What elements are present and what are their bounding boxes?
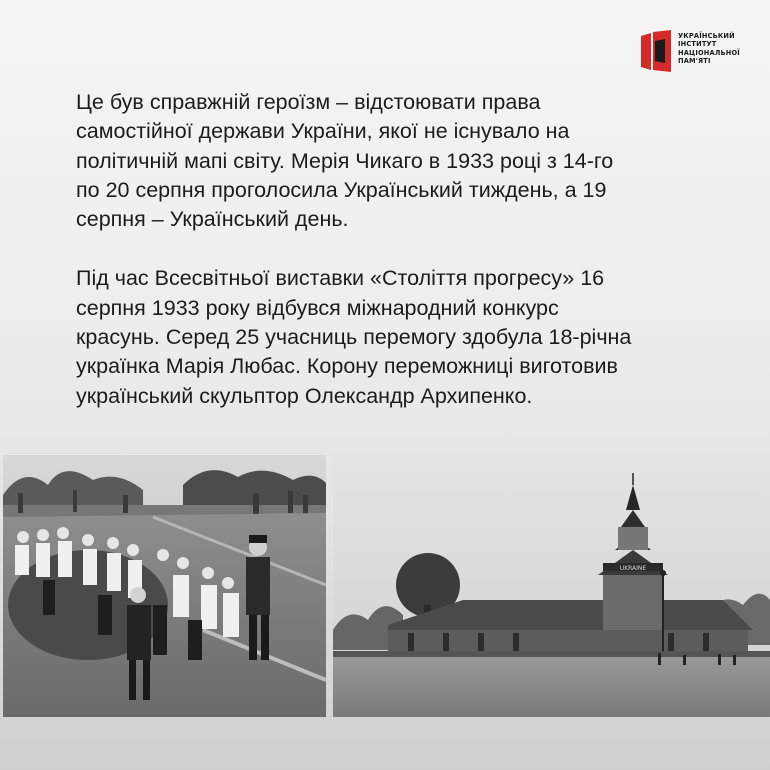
body-text	[76, 88, 716, 441]
paragraph-2	[76, 264, 716, 410]
text-line: красунь. Серед 25 учасниць перемогу здобула 18-річна	[76, 325, 632, 350]
logo-line: НАЦІОНАЛЬНОЇ	[678, 48, 740, 57]
text-line: Під час Всесвітньої виставки «Століття прогресу» 16	[76, 266, 605, 291]
text-line: Це був справжній героїзм – відстоювати права	[76, 90, 541, 114]
text-line: український скульптор Олександр Архипенко.	[76, 383, 533, 408]
institute-logo	[641, 30, 740, 72]
photo-ukrainian-pavilion	[333, 455, 770, 717]
text-line: українка Марія Любас. Корону переможниці виготовив	[76, 354, 618, 379]
text-line: по 20 серпня проголосила Український тиждень, а 19	[76, 177, 607, 202]
photo-children-parade	[3, 455, 326, 717]
logo-line: УКРАЇНСЬКИЙ	[678, 32, 735, 40]
logo-line: ІНСТИТУТ	[678, 40, 717, 49]
logo-line: ПАМ'ЯТІ	[678, 57, 711, 66]
paragraph-1	[76, 88, 716, 234]
text-line: самостійної держави України, якої не існувало на	[76, 119, 570, 144]
text-line: політичній мапі світу. Мерія Чикаго в 1933 році з 14-го	[76, 148, 614, 173]
photo-children-parade-image	[3, 455, 326, 717]
institute-logo-icon	[641, 30, 671, 72]
text-line: серпня – Український день.	[76, 207, 349, 232]
institute-logo-text	[678, 32, 740, 66]
text-line: серпня 1933 року відбувся міжнародний конкурс	[76, 295, 559, 320]
pavilion-sign: UKRAINE	[619, 565, 647, 572]
photo-ukrainian-pavilion-image	[333, 455, 770, 717]
